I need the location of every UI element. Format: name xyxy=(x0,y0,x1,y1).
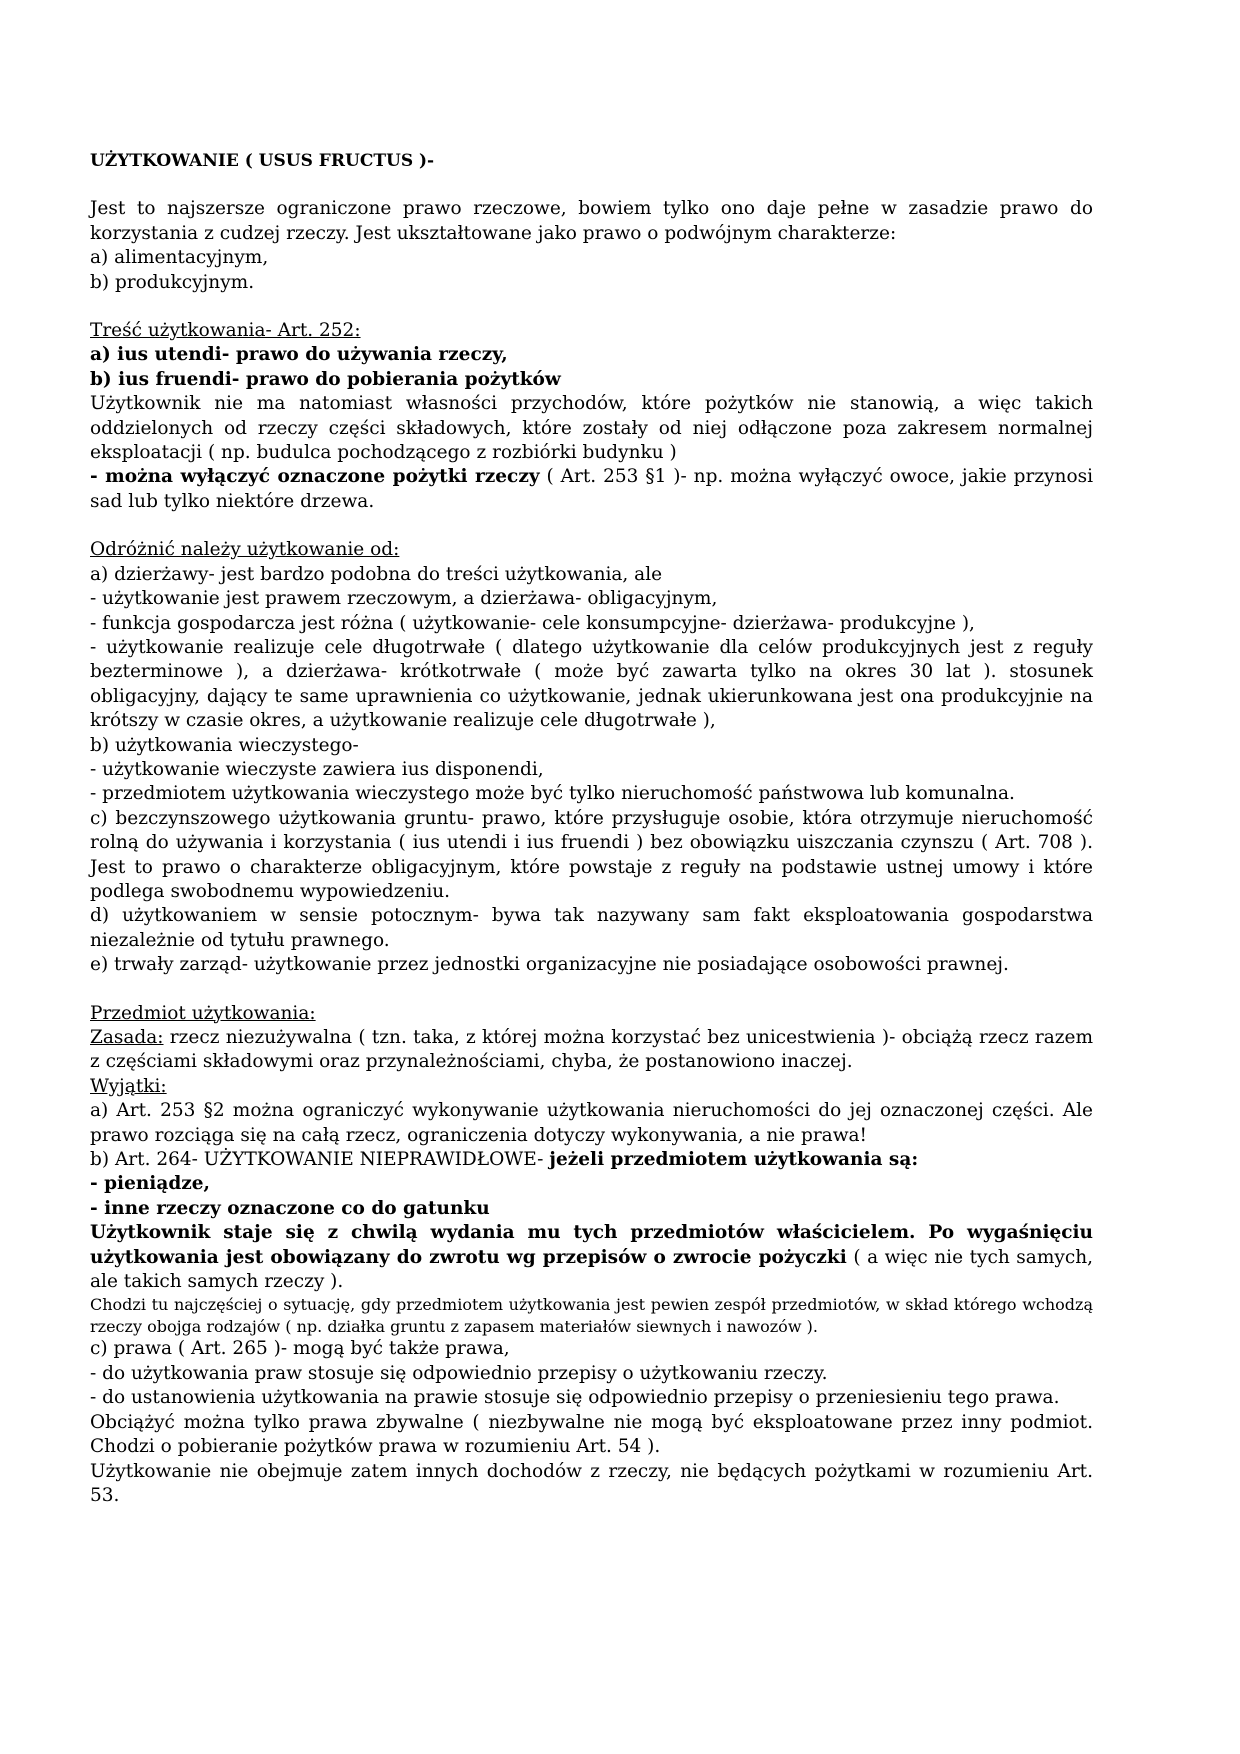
wyjatki-label: Wyjątki: xyxy=(90,1075,167,1097)
section-heading-odroznic: Odróżnić należy użytkowanie od: xyxy=(90,539,400,561)
tresc-item-a: a) ius utendi- prawo do używania rzeczy, xyxy=(90,344,508,366)
section-heading-przedmiot: Przedmiot użytkowania: xyxy=(90,1002,316,1024)
odroznic-line: - funkcja gospodarcza jest różna ( użytkowanie- cele konsumpcyjne- dzierżawa- produkcyjne ), xyxy=(90,612,975,634)
intro-paragraph: Jest to najszersze ograniczone prawo rzeczowe, bowiem tylko ono daje pełne w zasadzie prawo do korzystania z cudzej rzeczy. Jest ukształtowane jako prawo o podwójnym charakterze: xyxy=(90,198,1093,244)
tresc-item-b: b) ius fruendi- prawo do pobierania pożytków xyxy=(90,368,561,390)
tresc-paragraph-2-rest: ( Art. 253 §1 )- np. można wyłączyć owoce, jakie przynosi sad lub tylko niektóre drzewa. xyxy=(90,466,1093,512)
wyjatek-b-paragraph xyxy=(90,1221,1093,1294)
zasada-paragraph xyxy=(90,1026,1093,1075)
odroznic-line: a) dzierżawy- jest bardzo podobna do treści użytkowania, ale xyxy=(90,563,663,585)
odroznic-line: - użytkowanie wieczyste zawiera ius disponendi, xyxy=(90,758,544,780)
tresc-bold-lead: - można wyłączyć oznaczone pożytki rzeczy xyxy=(90,466,540,488)
wyjatek-b-bold: jeżeli przedmiotem użytkowania są: xyxy=(549,1149,919,1171)
tresc-paragraph-1: Użytkownik nie ma natomiast własności przychodów, które pożytków nie stanowią, a więc takich oddzielonych od rzeczy części składowych, które zostały od niej odłączone poza zakresem normalnej eksploatacji ( np. budulca pochodzącego z rozbiórki budynku ) xyxy=(90,393,1093,464)
odroznic-line: d) użytkowaniem w sensie potocznym- bywa tak nazywany sam fakt eksploatowania gospodarstwa niezależnie od tytułu prawnego. xyxy=(90,905,1093,951)
odroznic-line: - użytkowanie realizuje cele długotrwałe ( dlatego użytkowanie dla celów produkcyjnych jest z reguły bezterminowe ), a dzierżawa- krótkotrwałe ( może być zawarta tylko na okres 30 lat ). stosunek obligacyjny, dający te same uprawnienia co użytkowanie, jednak ukierunkowana jest ona produkcyjnie na krótszy w czasie okres, a użytkowanie realizuje cele długotrwałe ), xyxy=(90,636,1093,732)
section-heading-tresc: Treść użytkowania- Art. 252: xyxy=(90,320,361,342)
wyjatek-b-paragraph-rest: ( a więc nie tych samych, ale takich samych rzeczy ). xyxy=(90,1246,1093,1293)
odroznic-line: - przedmiotem użytkowania wieczystego może być tylko nieruchomość państwowa lub komunalna. xyxy=(90,783,1015,805)
small-note: Chodzi tu najczęściej o sytuację, gdy przedmiotem użytkowania jest pewien zespół przedmiotów, w skład którego wchodzą rzeczy obojga rodzajów ( np. działka gruntu z zapasem materiałów siewnych i nawozów ). xyxy=(90,1295,1093,1336)
odroznic-line: b) użytkowania wieczystego- xyxy=(90,734,359,756)
document-title: UŻYTKOWANIE ( USUS FRUCTUS )- xyxy=(90,151,435,171)
wyjatek-c-item-2: - do ustanowienia użytkowania na prawie stosuje się odpowiednio przepisy o przeniesieniu tego prawa. xyxy=(90,1387,1060,1409)
tresc-paragraph-2 xyxy=(90,465,1093,514)
wyjatek-c-paragraph-2: Użytkowanie nie obejmuje zatem innych dochodów z rzeczy, nie będących pożytkami w rozumieniu Art. 53. xyxy=(90,1460,1093,1506)
wyjatek-b-bold-lead: Użytkownik staje się z chwilą wydania mu tych przedmiotów właścicielem. Po wygaśnięciu użytkowania jest obowiązany do zwrotu wg przepisów o zwrocie pożyczki xyxy=(90,1222,1093,1268)
odroznic-line: e) trwały zarząd- użytkowanie przez jednostki organizacyjne nie posiadające osobowości prawnej. xyxy=(90,954,1009,976)
zasada-label: Zasada: xyxy=(90,1027,164,1048)
wyjatek-b-item-2: - inne rzeczy oznaczone co do gatunku xyxy=(90,1197,490,1219)
wyjatek-a: a) Art. 253 §2 można ograniczyć wykonywanie użytkowania nieruchomości do jej oznaczonej części. Ale prawo rozciąga się na całą rzecz, ograniczenia dotyczy wykonywania, a nie prawa! xyxy=(90,1100,1093,1146)
wyjatek-b-item-1: - pieniądze, xyxy=(90,1173,210,1195)
intro-item-b: b) produkcyjnym. xyxy=(90,271,255,293)
wyjatek-b xyxy=(90,1148,1093,1172)
wyjatek-c-paragraph-1: Obciążyć można tylko prawa zbywalne ( niezbywalne nie mogą być eksploatowane przez inny podmiot. Chodzi o pobieranie pożytków prawa w rozumieniu Art. 54 ). xyxy=(90,1411,1093,1458)
odroznic-line: - użytkowanie jest prawem rzeczowym, a dzierżawa- obligacyjnym, xyxy=(90,588,718,610)
wyjatek-c-item-1: - do użytkowania praw stosuje się odpowiednio przepisy o użytkowaniu rzeczy. xyxy=(90,1362,828,1384)
wyjatek-c: c) prawa ( Art. 265 )- mogą być także prawa, xyxy=(90,1338,510,1360)
intro-item-a: a) alimentacyjnym, xyxy=(90,247,269,269)
document-body xyxy=(90,149,1093,1508)
odroznic-line: c) bezczynszowego użytkowania gruntu- prawo, które przysługuje osobie, która otrzymuje nieruchomość rolną do używania i korzystania ( ius utendi i ius fruendi ) bez obowiązku uiszczania czynszu ( Art. 708 ). Jest to prawo o charakterze obligacyjnym, które powstaje z reguły na podstawie ustnej umowy i które podlega swobodnemu wypowiedzeniu. xyxy=(90,807,1093,902)
zasada-text: rzecz niezużywalna ( tzn. taka, z której można korzystać bez unicestwienia )- obciążą rzecz razem z częściami składowymi oraz przynależnościami, chyba, że postanowiono inaczej. xyxy=(90,1027,1093,1073)
wyjatek-b-text: b) Art. 264- UŻYTKOWANIE NIEPRAWIDŁOWE- xyxy=(90,1149,550,1171)
